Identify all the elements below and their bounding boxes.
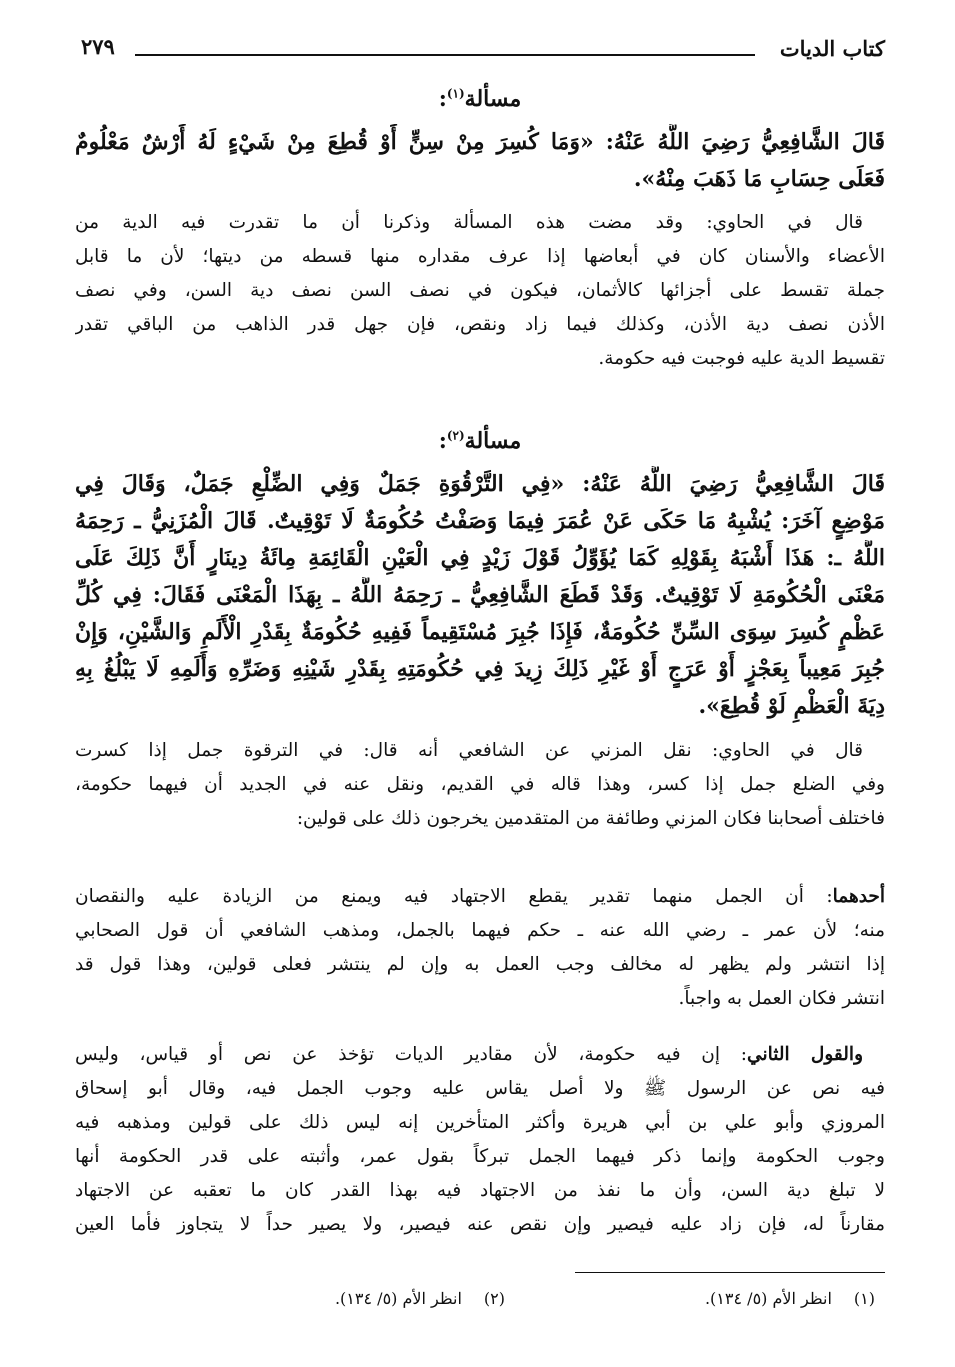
running-header xyxy=(75,28,885,72)
commentary-line: وفي الضلع جمل إذا كسر، وهذا قاله في القديم، ونقل عنه في الجديد أن فيهما حكومة، xyxy=(75,774,885,795)
commentary-line: الأعضاء والأسنان كان في أبعاضها إذا عرف مقداره منها قسطه من ديتها؛ لأن ما قابل xyxy=(75,246,885,267)
commentary-line: لا تبلغ دية السن، وأن ما نفذ من الاجتهاد فيه بهذا القدر كان ما تعقبه عن الاجتهاد xyxy=(75,1180,885,1201)
section-1-matn xyxy=(75,124,885,198)
first-opinion-label: أحدهما xyxy=(832,886,885,907)
first-opinion-text: : أن الجمل منهما تقدير يقطع الاجتهاد فيه ويمنع من الزيادة عليه والنقصان xyxy=(75,886,833,907)
matn-line: قَالَ الشَّافِعِيُّ رَضِيَ اللَّهُ عَنْهُ: «وَمَا كُسِرَ مِنْ سِنٍّ أَوْ قُطِعَ مِنْ شَيْءٍ لَهُ أَرْشٌ مَعْلُومٌ xyxy=(75,129,885,155)
matn-line: فَعَلَى حِسَابِ مَا ذَهَبَ مِنْهُ». xyxy=(633,166,885,192)
matn-line: مَوْضِعٍ آخَرَ: يُشْبِهُ مَا حَكَى عَنْ عُمَرَ فِيمَا وَصَفْتُ حُكُومَةٌ لَا تَوْقِيتٌ. قَالَ الْمُزَنِيُّ ـ رَحِمَهُ xyxy=(75,508,885,534)
document-page xyxy=(75,28,885,1348)
section-2-heading xyxy=(75,428,885,454)
footnote-1 xyxy=(705,1284,875,1314)
second-opinion xyxy=(75,1038,885,1242)
footnote-rule xyxy=(575,1272,885,1273)
matn-line: قَالَ الشَّافِعِيُّ رَضِيَ اللَّهُ عَنْهُ: «فِي التَّرْقُوَةِ جَمَلٌ وَفِي الضِّلْعِ جَمَلٌ، وَقَالَ فِي xyxy=(75,471,885,497)
commentary-line: قال في الحاوي: وقد مضت هذه المسألة وذكرنا أن ما تقدرت فيه الدية من xyxy=(75,212,863,233)
section-2-heading-colon: : xyxy=(438,428,447,454)
section-1-heading-colon: : xyxy=(438,86,447,112)
matn-line: اللَّهُ ـ: هَذَا أَشْبَهُ بِقَوْلِهِ كَمَا يُؤَوِّلُ قَوْلَ زَيْدٍ فِي الْعَيْنِ الْقَائِمَةِ مِائَةُ دِينَارٍ أَنَّ ذَلِكَ عَلَى xyxy=(75,545,885,571)
commentary-line: المروزي وأبو علي بن أبي هريرة وأكثر المتأخرين إنه ليس ذلك على قولين ومذهبه فيه xyxy=(75,1112,885,1133)
book-title: كتاب الديات xyxy=(779,36,885,61)
page-number: ٢٧٩ xyxy=(81,34,115,59)
commentary-line xyxy=(75,880,885,914)
first-opinion xyxy=(75,880,885,1016)
section-2-footnote-ref: (٢) xyxy=(446,428,465,443)
section-1-heading-text: مسألة xyxy=(464,86,522,112)
footnote-number: (١) xyxy=(853,1289,875,1308)
commentary-line: وجوب الحكومة وإنما ذكر فيهما الجمل تبركاً بقول عمر، وأثبته على قدر الحكومة أنها xyxy=(75,1146,885,1167)
commentary-line: الأذن نصف دية الأذن، وكذلك فيما زاد ونقص، فإن جهل قدر الذاهب من الباقي تقدر xyxy=(75,314,885,335)
footnote-2 xyxy=(335,1284,505,1314)
footnotes xyxy=(75,1284,885,1314)
matn-line: عَظْمٍ كُسِرَ سِوَى السِّنِّ حُكُومَةٌ، فَإِذَا جُبِرَ مُسْتَقِيماً فَفِيهِ حُكُومَةٌ بِقَدْرِ الْأَلَمِ وَالشَّيْنِ، وَإِنْ xyxy=(75,619,885,645)
section-2-heading-text: مسألة xyxy=(464,428,522,454)
commentary-line: فاختلف أصحابنا فكان المزني وطائفة من المتقدمين يخرجون ذلك على قولين: xyxy=(296,808,885,829)
commentary-line: فيه نص عن الرسول ﷺ ولا أصل يقاس عليه وجوب الجمل فيه، وقال أبو إسحاق xyxy=(75,1078,885,1099)
section-1-footnote-ref: (١) xyxy=(446,86,465,101)
commentary-line: تقسيط الدية عليه فوجبت فيه حكومة. xyxy=(598,348,885,369)
header-rule xyxy=(135,54,755,56)
section-1-heading xyxy=(75,86,885,112)
matn-line: دِيَةَ الْعَظْمِ لَوْ قُطِعَ». xyxy=(698,693,885,719)
commentary-line: إذا انتشر ولم يظهر له مخالف وجب العمل به وإن لم ينتشر فعلى قولين، وهذا قول قد xyxy=(75,954,885,975)
footnote-number: (٢) xyxy=(483,1289,505,1308)
section-2-matn xyxy=(75,466,885,725)
commentary-line: منه؛ لأن عمر ـ رضي الله عنه ـ حكم فيهما بالجمل، ومذهب الشافعي أن قول الصحابي xyxy=(75,920,885,941)
footnote-text: انظر الأم (٥/ ١٣٤). xyxy=(334,1289,462,1308)
matn-line: مَعْنَى الْحُكُومَةِ لَا تَوْقِيتٌ. وَقَدْ قَطَعَ الشَّافِعِيُّ ـ رَحِمَهُ اللَّهُ ـ بِهَذَا الْمَعْنَى فَقَالَ: فِي كُلِّ xyxy=(75,582,885,608)
matn-line: جُبِرَ مَعِيباً بِعَجْزٍ أَوْ عَرَجٍ أَوْ غَيْرِ ذَلِكَ زِيدَ فِي حُكُومَتِهِ بِقَدْرِ شَيْنِهِ وَضَرِّهِ وَأَلَمِهِ لَا يَبْلُغُ بِهِ xyxy=(75,656,885,682)
section-2-commentary-intro xyxy=(75,734,885,836)
commentary-line: جملة تقسط على أجزائها كالأثمان، فيكون في نصف السن نصف دية السن، وفي نصف xyxy=(75,280,885,301)
commentary-line: قال في الحاوي: نقل المزني عن الشافعي أنه قال: في الترقوة جمل إذا كسرت xyxy=(75,740,863,761)
commentary-line: مقارناً له، فإن زاد عليه فيصير وإن نقص عنه فيصير، ولا يصير حداً لا يتجاوز فأما العين xyxy=(75,1214,885,1235)
section-1-commentary xyxy=(75,206,885,376)
commentary-line xyxy=(75,1038,885,1072)
second-opinion-label: والقول الثاني xyxy=(747,1044,864,1065)
second-opinion-text: : إن فيه حكومة، لأن مقادير الديات تؤخذ عن نص أو قياس، وليس xyxy=(75,1044,748,1065)
commentary-line: انتشر فكان العمل به واجباً. xyxy=(678,988,885,1009)
footnote-text: انظر الأم (٥/ ١٣٤). xyxy=(704,1289,832,1308)
